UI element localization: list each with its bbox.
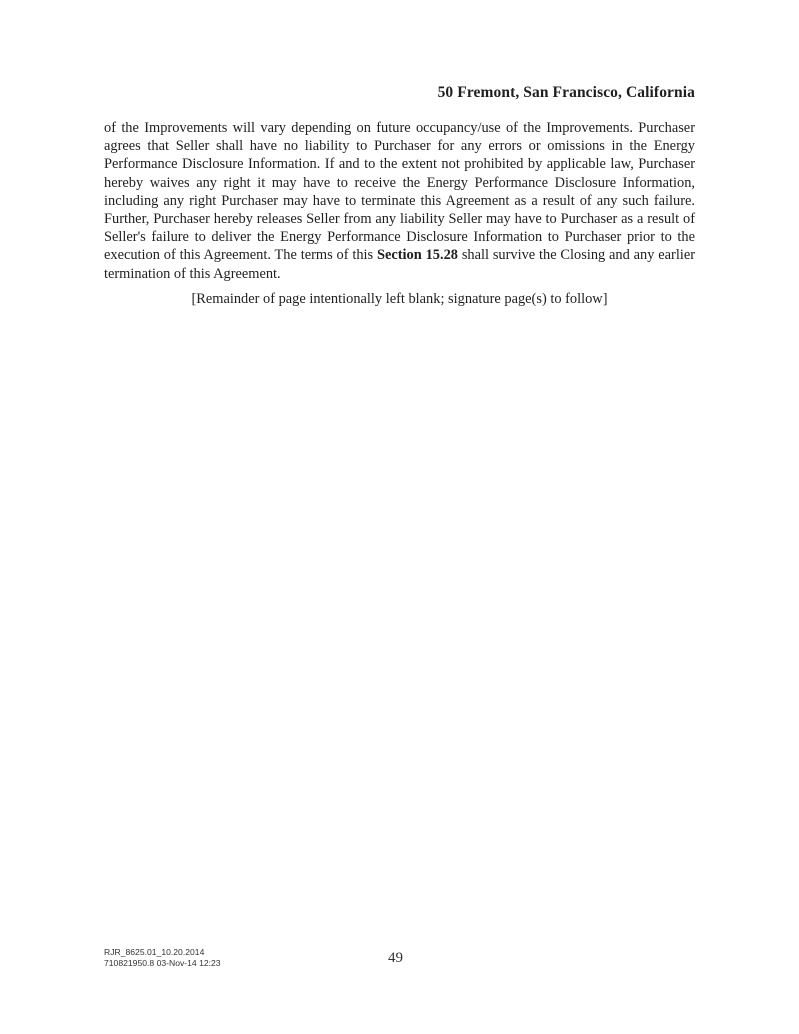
footer-doc-id-line1: RJR_8625.01_10.20.2014 [104, 947, 205, 957]
remainder-note: [Remainder of page intentionally left blank; signature page(s) to follow] [191, 291, 608, 307]
paragraph-text-end: shall survive the Closing and any earlier termination of this Agreement. [104, 247, 696, 282]
page-header-title: 50 Fremont, San Francisco, California [437, 84, 695, 101]
paragraph-text-main: of the Improvements will vary depending on future occupancy/use of the Improvements. Purchaser agrees that Seller shall have no liability to Purchaser for any errors or omissions in the Energy Performance Disclosure Information. If and to the extent not prohibited by applicable law, Purchaser hereby waives any right it may have to receive the Energy Performance Disclosure Information, including any right Purchaser may have to terminate this Agreement as a result of any such failure. Further, Purchaser hereby releases Seller from any liability Seller may have to Purchaser as a result of Seller's failure to deliver the Energy Performance Disclosure Information to Purchaser prior to the execution of this Agreement. The terms of this [104, 120, 695, 264]
footer-doc-id-line2: 710821950.8 03-Nov-14 12:23 [104, 958, 221, 968]
paragraph-text [104, 119, 695, 283]
section-reference: Section 15.28 [376, 247, 458, 264]
body-paragraph [104, 119, 695, 283]
page-number: 49 [388, 950, 403, 966]
footer-doc-id [104, 947, 221, 969]
